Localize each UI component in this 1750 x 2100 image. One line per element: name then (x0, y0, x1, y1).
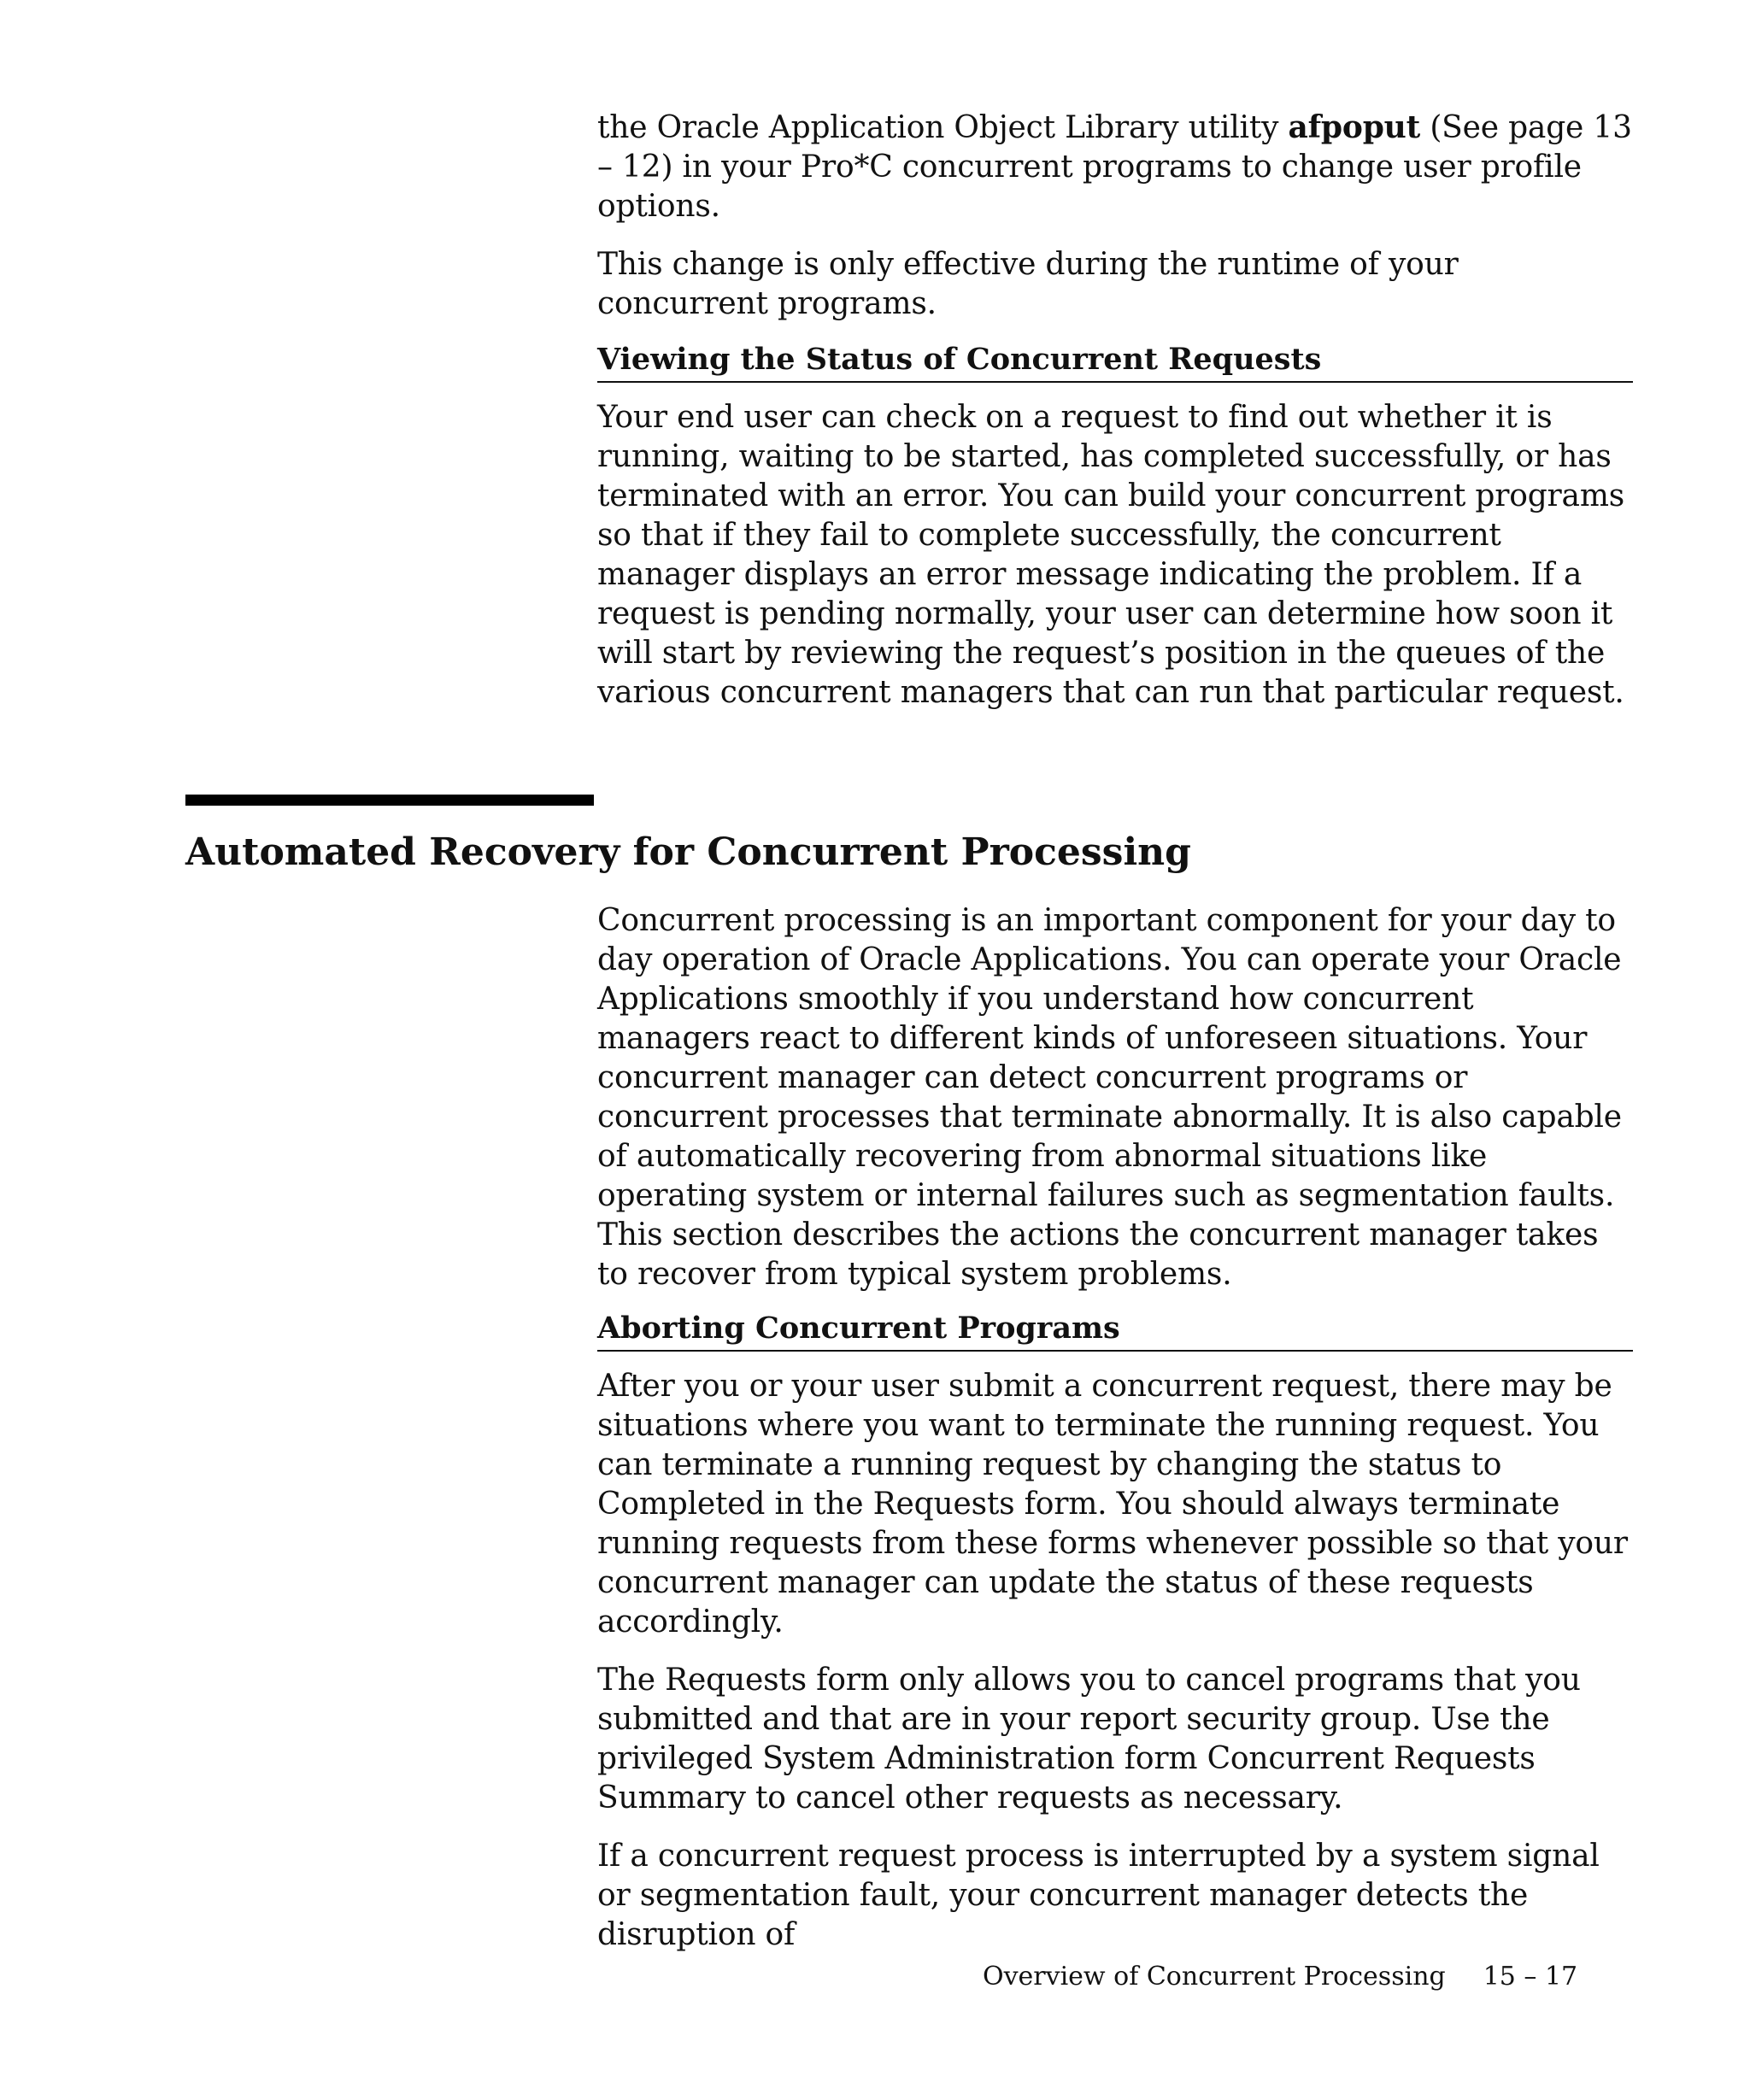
footer-page-number: 15 – 17 (1483, 1962, 1578, 1991)
footer-chapter-title: Overview of Concurrent Processing (983, 1962, 1446, 1991)
aborting-paragraph-1: After you or your user submit a concurrent request, there may be situations where you want to terminate the running request. You can terminate a running request by changing the status to Completed in the Requests form. You should always terminate running requests from these forms whenever possible so that your concurrent manager can update the status of these requests accordingly. (597, 1369, 1628, 1640)
aborting-programs-section (597, 1309, 1633, 1955)
aborting-programs-heading: Aborting Concurrent Programs (597, 1309, 1633, 1352)
afpoput-utility-name: afpoput (1288, 109, 1421, 145)
intro-block (597, 108, 1633, 324)
automated-recovery-section (597, 901, 1633, 1294)
viewing-status-paragraph: Your end user can check on a request to find out whether it is running, waiting to be started, has completed successfully, or has terminated with an error. You can build your concurrent programs so that if they fail to complete successfully, the concurrent manager displays an error message indicating the problem. If a request is pending normally, your user can determine how soon it will start by reviewing the request’s position in the queues of the various concurrent managers that can run that particular request. (597, 400, 1625, 710)
intro-paragraph-1 (597, 108, 1633, 226)
viewing-status-heading: Viewing the Status of Concurrent Requests (597, 340, 1633, 383)
automated-recovery-heading: Automated Recovery for Concurrent Processing (185, 830, 1191, 874)
intro-text-post: (See page 13 – 12) in your Pro*C concurrent programs to change user profile options. (597, 110, 1632, 224)
intro-text-pre: the Oracle Application Object Library utility (597, 110, 1289, 145)
automated-recovery-paragraph: Concurrent processing is an important component for your day to day operation of Oracle Applications. You can operate your Oracle Applications smoothly if you understand how concurrent managers react to different kinds of unforeseen situations. Your concurrent manager can detect concurrent programs or concurrent processes that terminate abnormally. It is also capable of automatically recovering from abnormal situations like operating system or internal failures such as segmentation faults. This section describes the actions the concurrent manager takes to recover from typical system problems. (597, 903, 1622, 1292)
aborting-paragraph-2: The Requests form only allows you to cancel programs that you submitted and that are in your report security group. Use the privileged System Administration form Concurrent Requests Summary to cancel other requests as necessary. (597, 1663, 1581, 1816)
page-footer (983, 1960, 1617, 1994)
section-divider-bar (185, 795, 594, 806)
intro-paragraph-2: This change is only effective during the runtime of your concurrent programs. (597, 247, 1459, 321)
viewing-status-section (597, 340, 1633, 713)
aborting-paragraph-3: If a concurrent request process is interrupted by a system signal or segmentation fault, your concurrent manager detects the disruption of (597, 1839, 1600, 1952)
